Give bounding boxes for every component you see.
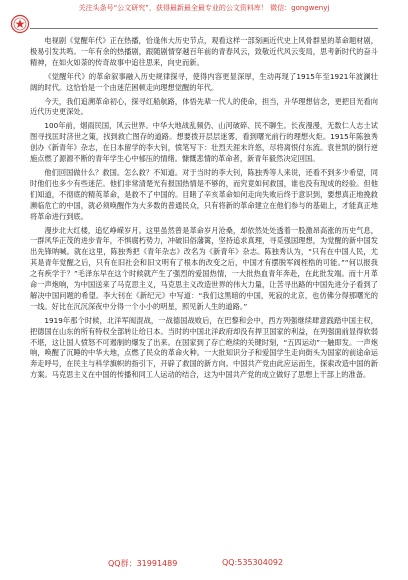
- paragraph: 今天，我们追溯革命初心，探寻红船航路，体悟先辈一代人的使命，担当，升华理想信念，更把目光看向近代历史更深处。: [30, 96, 378, 117]
- page-footer: [0, 556, 408, 574]
- footer-qq: QQ:535304092: [222, 558, 284, 567]
- paragraph: 100年前，烟雨民国，风云世界。中华大地战乱频仍、山河破碎、民不聊生。长夜漫漫，无数仁人志士试图寻找匡时济世之策，找到救亡图存的道路。想要拨开层层迷雾，看到曙光前行的理想火炬。1915年陈独秀创办《新青年》杂志，在日本留学的李大钊，愤笔写下：壮烈天涯未许悠，尽将离恨付东流。袁世凯的倒行逆施点燃了源源不断的青年学生心中郁压的情绪。慷慨悲情的革命者，新青年毅然决定回国。: [30, 121, 378, 164]
- paragraph: 漫步北大红楼，追忆峥嵘岁月。这里虽然曾是革命岁月沧桑，却依然处处透着一股激昂高涨的历史气息，一群风华正茂的进步青年，不惧腐朽势力，冲破旧俗藩篱，坚持追求真理，寻觅强国理想，为觉醒的新中国发出先锋呐喊。就在这里，陈独秀把《青年杂志》改名为《新青年》杂志。陈独秀认为，“只有在中国人民，尤其是青年觉醒之后，只有在旧社会和旧文明有了根本的改变之后，中国才有摆脱军阀桎梏的可能。”“何以报我之有疾学于？”毛泽东早在这个时候就产生了强烈的爱国热情，一大批热血青年奔赴，在此批发端。而十月革命一声炮响，为中国送来了马克思主义，马克思主义改造世界的伟大力量，让苦寻出路的中国先进分子看到了解决中国问题的希望。李大钊在《新纪元》中写道：“我们这黑暗的中国，死寂的北京，也仿佛分得那曙光的一线。好比在沉沉深夜中分得一个小小的明星，照见新人生的道路。”: [30, 225, 378, 311]
- footer-qq-group: QQ群：31991489: [108, 559, 178, 568]
- paragraph: 他们回国做什么？救国。怎么救？不知道。对于当时的李大钊，陈独秀等人来说，还看不到多少希望，同时他们也多少有些迷茫。他们非常清楚光有报国热情是不够的，而究竟如何救国，谁也没有现成的经验。但他们知道，不彻底的精英革命，是救不了中国的。目睹了辛亥革命如何走向失败后终于意识到，要想真正地挽救濒临危亡的中国，就必须唤醒作为大多数的普通民众，只有将新的革命建立在他们参与的基础上，才能真正地将革命进行到底。: [30, 167, 378, 221]
- header-divider: [30, 28, 378, 29]
- seal-stamp-icon: [10, 14, 30, 34]
- header-banner-text: 关注头条号“公文研究”，获得最新最全最专业的公文资料库！ 微信：gongwenyj: [78, 4, 330, 12]
- page-header: [0, 0, 408, 32]
- article-body: [30, 36, 378, 384]
- paragraph: 电视剧《觉醒年代》正在热播，恰逢伟大历史节点，观看这样一部刻画近代史上风骨群星的革命题材剧，极易引发共鸣。一年有余的热播剧，跟随剧情穿越百年前的青春风云，致敬近代风云变局，思考新时代的奋斗精神，在如火如荼的传奇故事中追往思来，向史而新。: [30, 36, 378, 67]
- paragraph: 《觉醒年代》的革命叙事融入历史规律探寻，使得内容更显深厚，生动再现了1915年至1921年波澜壮阔的时代。这恰恰是一个由迷茫困顿走向理想觉醒的年代。: [30, 71, 378, 92]
- paragraph: 1919年那个时候，北洋军阀混战，一战德国战败后，在巴黎和会中，西方列强继续肆意践踏中国主权，把德国在山东的所有特权全部转让给日本。当时的中国北洋政府却没有捍卫国家的利益，在列强面前显得软弱不堪，这让国人愤怒不可遏制的爆发了出来。在国家到了存亡绝续的关键时刻，“五四运动”一触即发。一声炮响，唤醒了沉睡的中华大地，点燃了民众的革命火种。一大批知识分子和爱国学生走向街头为国家的前途命运奔走呼号，在民主与科学旗帜的指引下，开辟了救国的新方向。中国共产党由此应运而生，探索改造中国的新方案。马克思主义在中国的传播和同工人运动的结合，这为中国共产党的成立做好了思想上干部上的准备。: [30, 315, 378, 380]
